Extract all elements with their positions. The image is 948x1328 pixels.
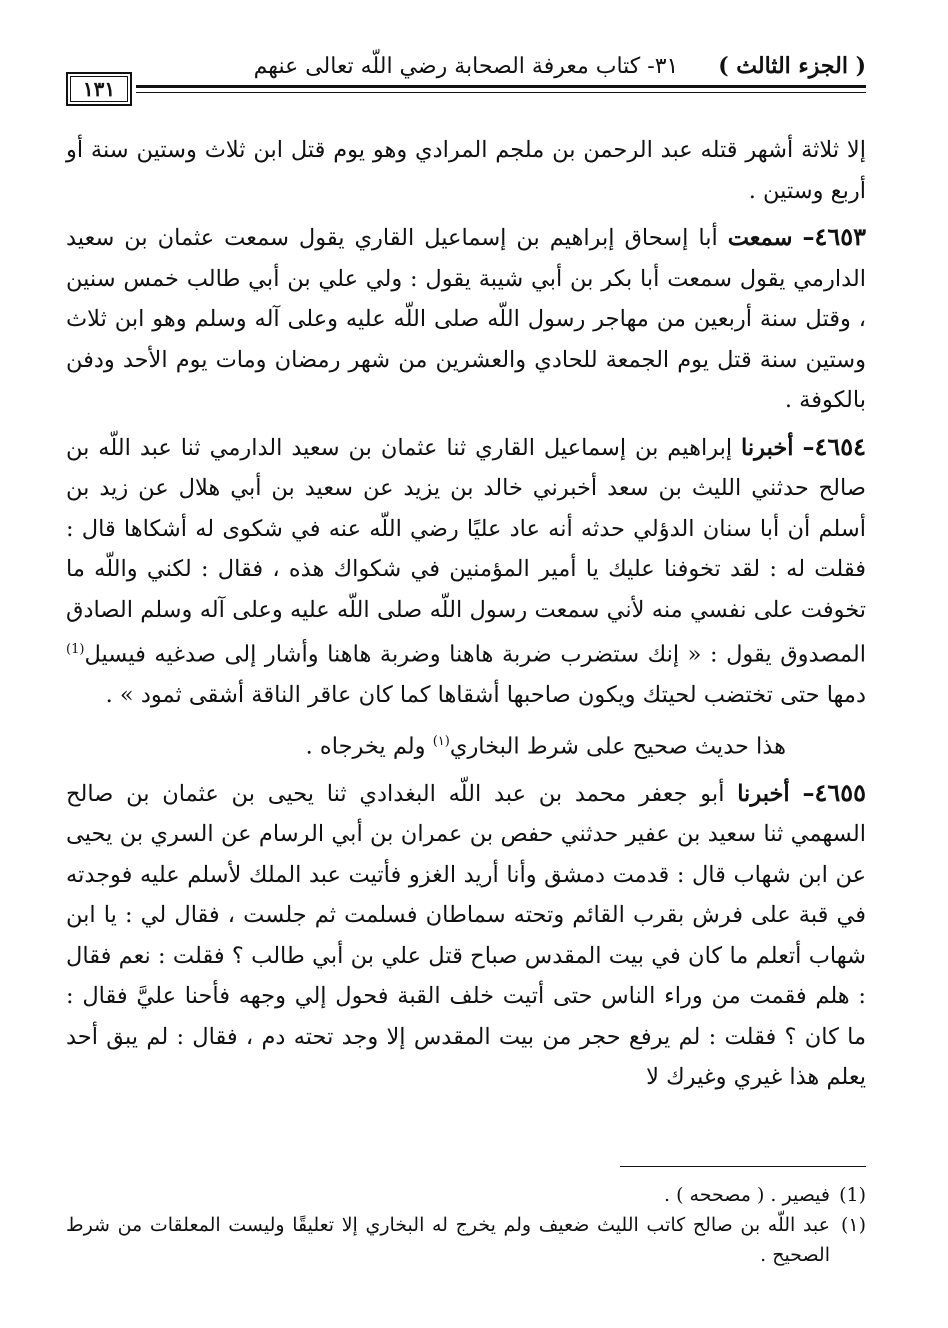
footnote [66, 1210, 866, 1270]
hadith-number: ٤٦٥٥– [802, 777, 866, 807]
chapter-title: ٣١- كتاب معرفة الصحابة رضي اللّه تعالى عنهم [253, 53, 679, 79]
page-number: ١٣١ [82, 77, 116, 101]
header-rule [136, 85, 866, 93]
footnote-rule [620, 1166, 866, 1167]
main-text [66, 130, 866, 1104]
running-header [66, 48, 866, 84]
footnote [66, 1180, 866, 1210]
hadith-keyword: أخبرنا [737, 780, 790, 807]
hadith-text: أبا إسحاق إبراهيم بن إسماعيل القاري يقول سمعت عثمان بن سعيد الدارمي يقول سمعت أبا بكر بن أبي شيبة يقول : ولي علي بن أبي طالب خمس سنين ، وقتل سنة أربعين من مهاجر رسول اللّه صلى اللّه عليه وعلى آله وسلم وهو ابن ثلاث وستين سنة قتل يوم الجمعة للحادي والعشرين من شهر رمضان ومات يوم الأحد ودفن بالكوفة . [66, 225, 866, 413]
footnotes [66, 1180, 866, 1270]
hadith-keyword: سمعت [727, 225, 793, 251]
footnote-ref: (1) [66, 642, 85, 657]
volume-label: ( الجزء الثالث ) [718, 53, 866, 79]
hadith-keyword: أخبرنا [741, 434, 794, 461]
hadith-number: ٤٦٥٤– [802, 431, 867, 461]
paragraph-continuation: إلا ثلاثة أشهر قتله عبد الرحمن بن ملجم المرادي وهو يوم قتل ابن ثلاث وستين سنة أو أربع وستين . [66, 137, 866, 204]
hadith-text: أبو جعفر محمد بن عبد اللّه البغدادي ثنا يحيى بن عثمان بن صالح السهمي ثنا سعيد بن عفير حدثني حفص بن عمران بن أبي الرسام عن السري بن يحيى عن ابن شهاب قال : قدمت دمشق وأنا أريد الغزو فأتيت عبد الملك لأسلم عليه فوجدته في قبة على فرش بقرب القائم وتحته سماطان فسلمت ثم جلست ، فقال لي : يا ابن شهاب أتعلم ما كان في بيت المقدس صباح قتل علي بن أبي طالب ؟ فقلت : نعم فقال : هلم فقمت من وراء الناس حتى أتيت خلف القبة فحول إلي وجهه فأحنا عليَّ فقال : ما كان ؟ فقلت : لم يرفع حجر من بيت المقدس إلا وجد تحته دم ، فقال : لم يبق أحد يعلم هذا غيري وغيرك لا [66, 780, 866, 1090]
verdict-text-cont: ولم يخرجاه . [305, 733, 426, 759]
hadith-verdict [66, 722, 866, 767]
footnote-text: فيصير . ( مصححه ) . [664, 1184, 830, 1206]
hadith-text: إبراهيم بن إسماعيل القاري ثنا عثمان بن سعيد الدارمي ثنا عبد اللّه بن صالح حدثني الليث بن سعد أخبرني خالد بن يزيد عن سعيد بن أبي هلال عن زيد بن أسلم أن أبا سنان الدؤلي حدثه أنه عاد عليًا رضي اللّه عنه في شكوى له أشكاها قال : فقلت له : لقد تخوفنا عليك يا أمير المؤمنين في شكواك هذه ، فقال : لكني واللّه ما تخوفت على نفسي منه لأني سمعت رسول اللّه صلى اللّه عليه وعلى آله وسلم الصادق المصدوق يقول : « إنك ستضرب ضربة هاهنا وضربة هاهنا وأشار إلى صدغيه فيسيل [66, 434, 866, 668]
footnote-mark: (١) [840, 1214, 866, 1236]
hadith-text-cont: دمها حتى تختضب لحيتك ويكون صاحبها أشقاها كما كان عاقر الناقة أشقى ثمود » . [105, 682, 866, 708]
hadith-4653 [66, 217, 866, 421]
verdict-text: هذا حديث صحيح على شرط البخاري [449, 733, 786, 759]
hadith-number: ٤٦٥٣– [802, 222, 867, 251]
footnote-text: عبد اللّه بن صالح كاتب الليث ضعيف ولم يخرج له البخاري إلا تعليقًا وليست المعلقات من شرط الصحيح . [66, 1214, 830, 1266]
page-number-box [66, 72, 132, 106]
hadith-4655 [66, 773, 866, 1098]
footnote-mark: (1) [839, 1184, 866, 1206]
hadith-4654 [66, 427, 866, 716]
footnote-ref: (١) [432, 733, 450, 749]
